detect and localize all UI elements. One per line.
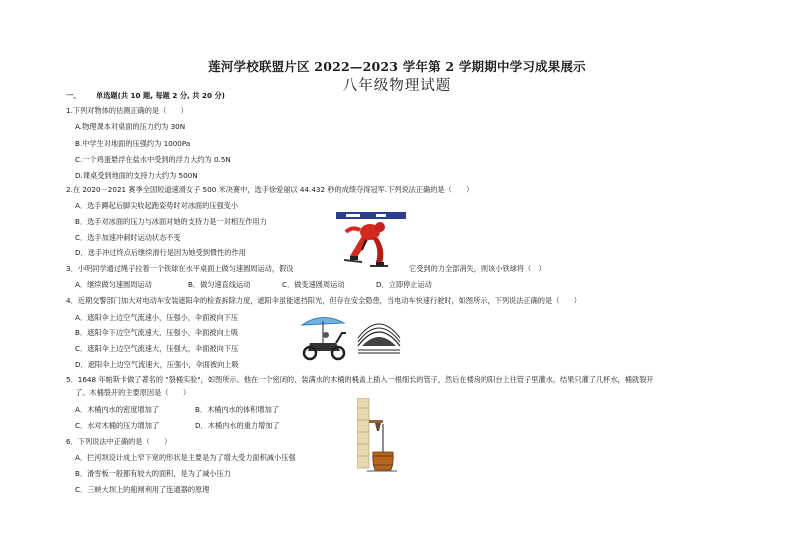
q3-option-c: C．做变速圆周运动: [282, 280, 345, 289]
section-number: 一、: [66, 91, 81, 100]
q2-option-b: B．选手对冰面的压力与冰面对她的支持力是一对相互作用力: [75, 217, 267, 226]
q3-stem-b: 它受到的力全部消失，则该小铁球将（ ）: [409, 264, 546, 273]
q4-option-c: C．遮阳伞上边空气流速大，压强大，伞面被向下压: [75, 344, 239, 353]
q4-option-b: B．遮阳伞下边空气流速大，压强小，伞面被向上吸: [75, 328, 239, 337]
q3-option-a: A．继续做匀速圆周运动: [75, 280, 152, 289]
q1-option-a: A.物理课本对桌面的压力约为 30N: [75, 122, 186, 131]
q1-option-d: D.课桌受到地面的支持力大约为 500N: [75, 171, 198, 180]
q3-stem-a: 3．小明同学通过绳子拉着一个铁球在水平桌面上做匀速圆周运动，假设: [66, 264, 294, 273]
airflow-diagram-figure: [356, 316, 402, 356]
exam-subtitle: 八年级物理试题: [342, 78, 452, 94]
exam-title: 莲河学校联盟片区 2022—2023 学年第 2 学期期中学习成果展示: [208, 59, 586, 74]
q6-stem: 6．下列说法中正确的是（ ）: [66, 437, 172, 446]
q4-option-a: A．遮阳伞上边空气流速小，压强小，伞面被向下压: [75, 313, 239, 322]
q5-option-c: C．水对木桶的压力增加了: [75, 421, 160, 430]
q4-option-d: D．遮阳伞上边空气流速大，压强小，伞面被向上吸: [75, 360, 239, 369]
q5-option-b: B．木桶内水的体积增加了: [195, 405, 279, 414]
q4-stem: 4．近期交警部门加大对电动车安装遮阳伞的检查拆除力度，遮阳伞虽能遮挡阳光，但存在安全隐患，当电动车快速行驶时，如图所示，下列说法正确的是（ ）: [66, 296, 581, 305]
q5-option-a: A．木桶内水的密度增加了: [75, 405, 159, 414]
q2-option-c: C．选手加速冲刺时运动状态不变: [75, 233, 181, 242]
q1-option-b: B.中学生对地面的压强约为 1000Pa: [75, 139, 191, 148]
scooter-umbrella-figure: [296, 313, 352, 361]
q5-stem-b: 了。木桶裂开的主要原因是（ ）: [75, 388, 191, 397]
q5-option-d: D．木桶内水的重力增加了: [195, 421, 280, 430]
q6-option-c: C．三峡大坝上的船闸利用了连通器的原理: [75, 485, 210, 494]
q1-stem: 1.下列对物体的估测正确的是（ ）: [66, 106, 188, 115]
q6-option-a: A．拦河坝设计成上窄下宽的形状是主要是为了增大受力面积减小压强: [75, 453, 296, 462]
q6-option-b: B．滑雪板一般都有较大的面积，是为了减小压力: [75, 469, 231, 478]
q5-stem-a: 5．1648 年帕斯卡做了著名的 "裂桶实验"，如图所示。他在一个密闭的、装满水的木桶的桶盖上插入一根细长的管子，然后在楼房的阳台上往管子里灌水，结果只灌了几杯水，桶就裂开: [66, 375, 654, 384]
q2-option-a: A．选手蹲起后脚尖收起跑姿势时对冰面的压强变小: [75, 201, 239, 210]
q1-option-c: C.一个鸡蛋悬浮在盐水中受到的浮力大约为 0.5N: [75, 155, 231, 164]
q3-option-d: D．立即停止运动: [376, 280, 432, 289]
speed-skater-figure: [336, 206, 408, 272]
pascal-barrel-figure: [357, 398, 397, 474]
section-heading: 单选题(共 10 题, 每题 2 分, 共 20 分): [96, 91, 225, 100]
q2-option-d: D．选手冲过终点后继续滑行是因为她受到惯性的作用: [75, 248, 246, 257]
q2-stem: 2.在 2020－2021 赛季全国短道速滑女子 500 米决赛中，选手徐爱丽以 44.432 秒的成绩夺得冠军.下列说法正确的是（ ）: [66, 185, 474, 194]
q3-option-b: B．做匀速直线运动: [188, 280, 251, 289]
